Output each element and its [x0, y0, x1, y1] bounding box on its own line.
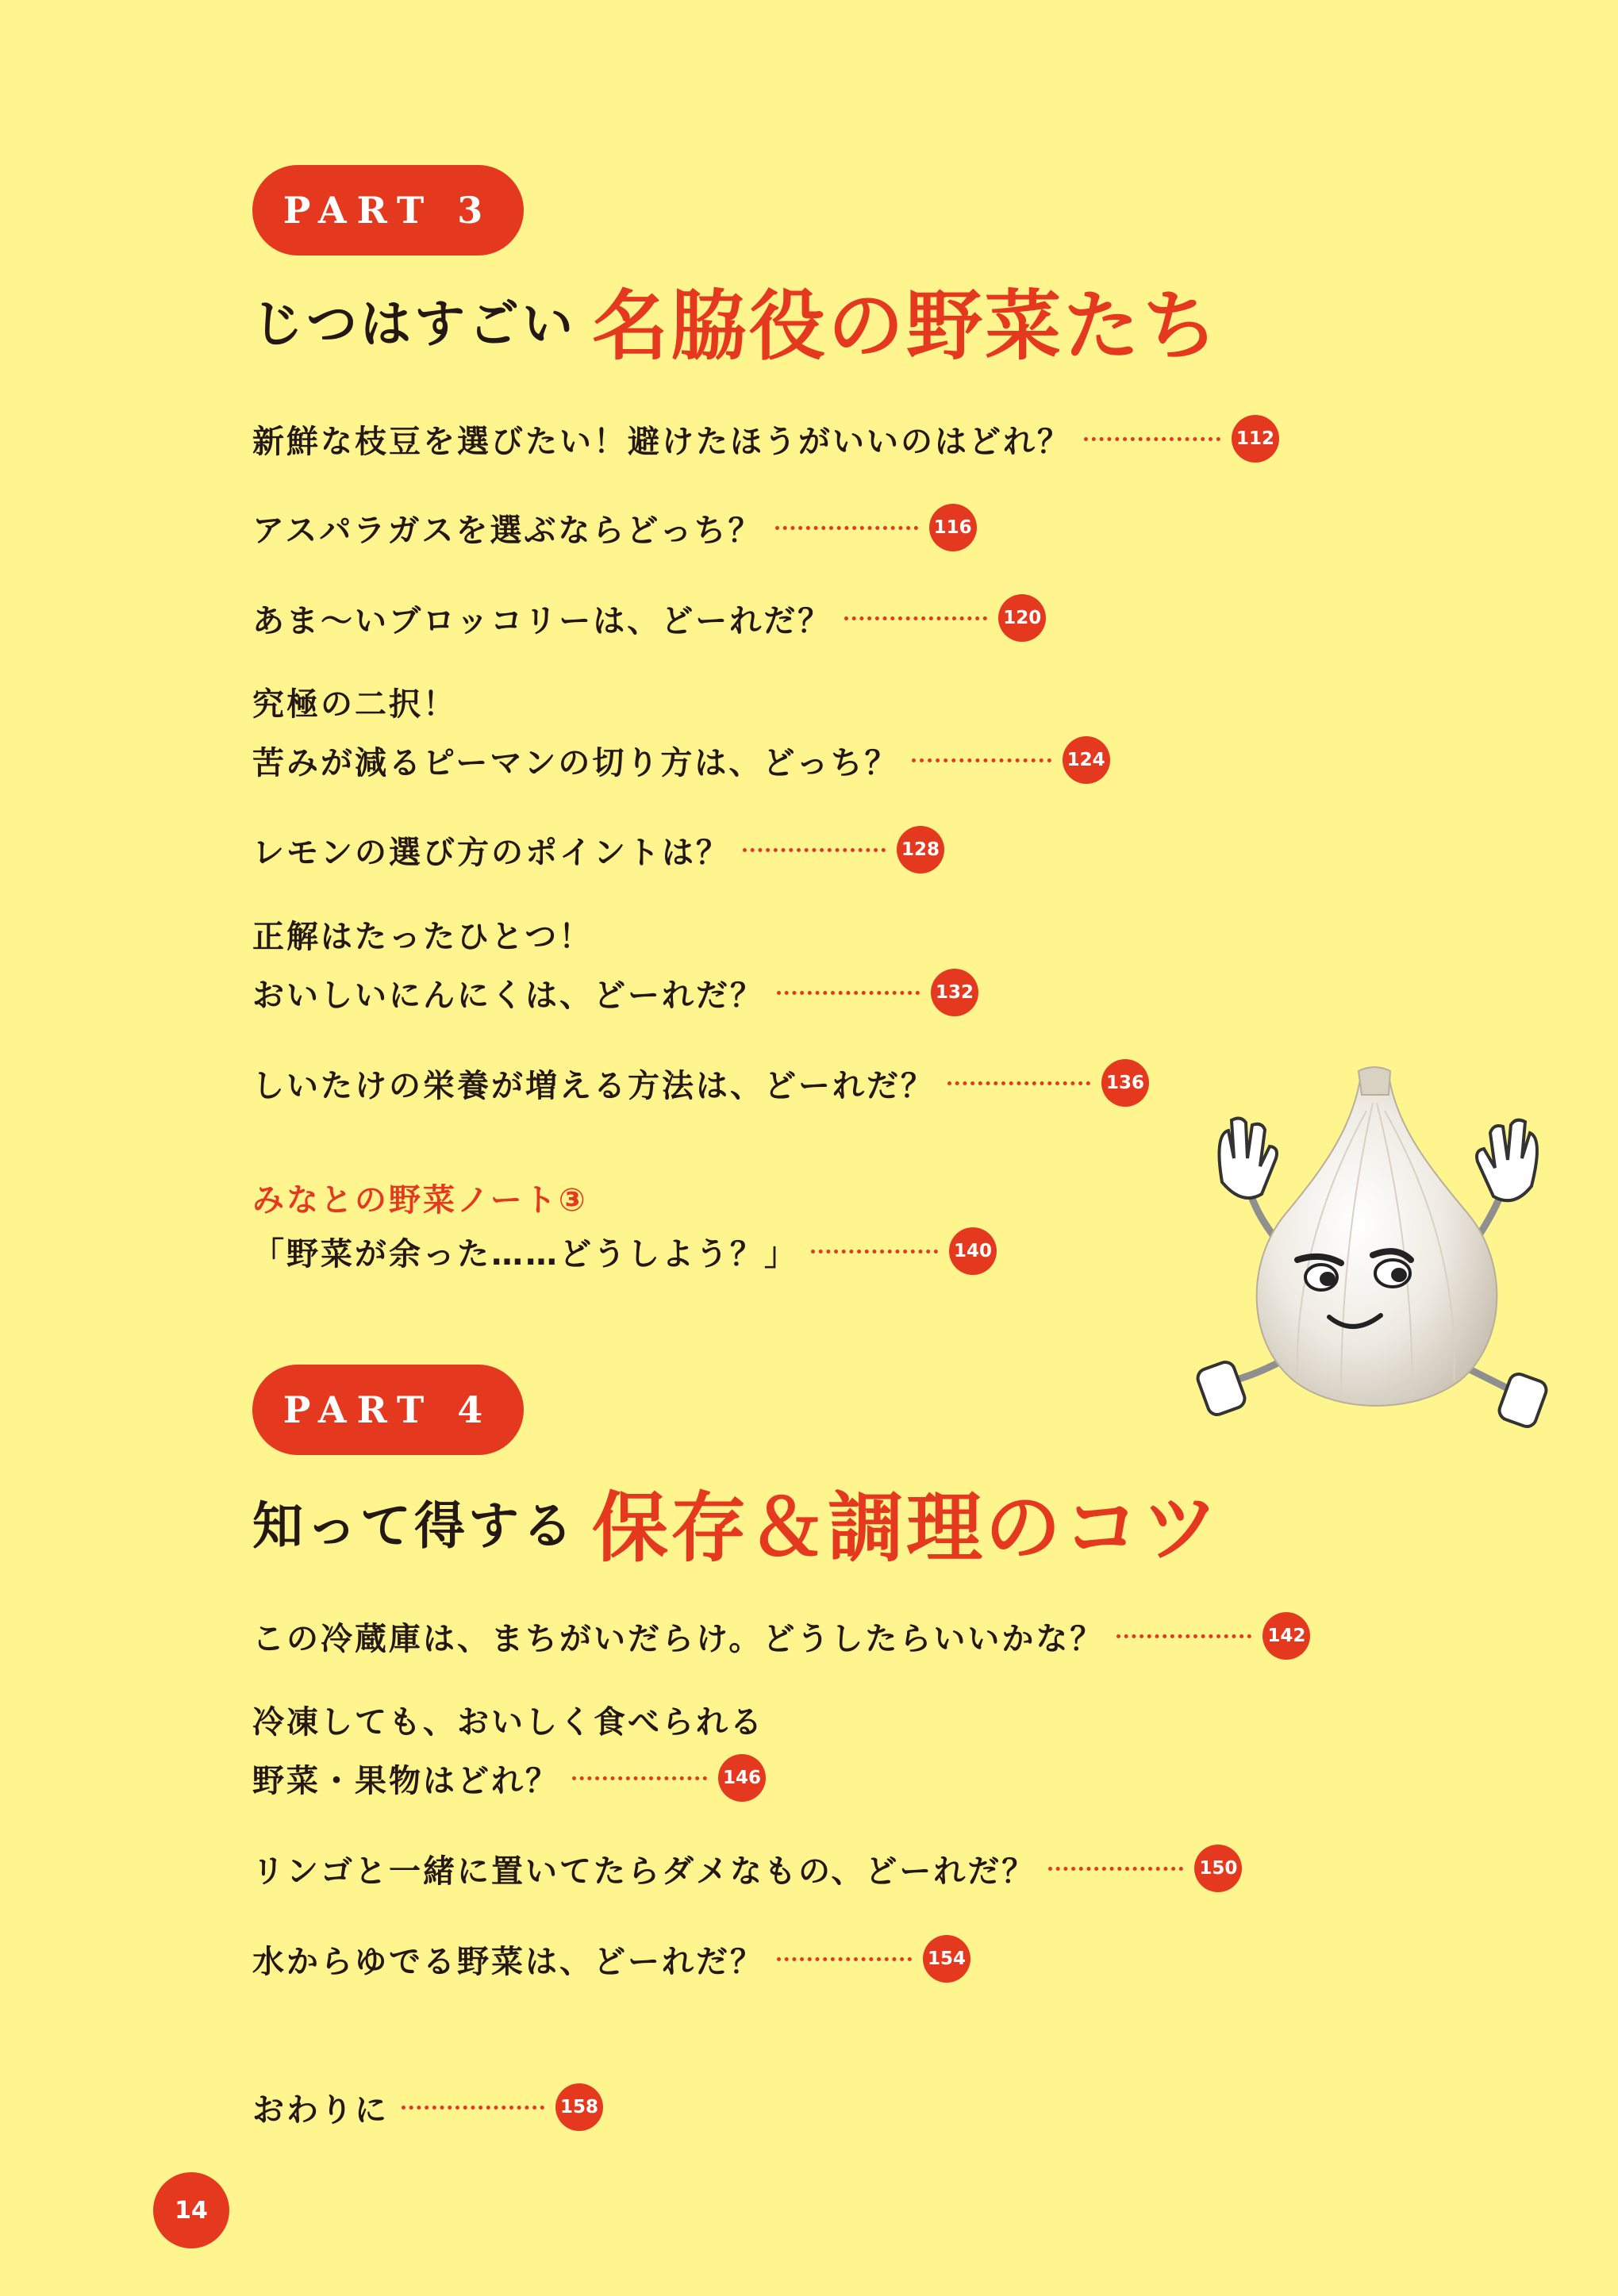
toc-entry-text: リンゴと一緒に置いてたらダメなもの、どーれだ？: [252, 1853, 1036, 1890]
part3-title-main: 名脇役の野菜たち: [592, 282, 1220, 371]
page-badge: 124: [1063, 736, 1110, 784]
dot-leader: [775, 526, 918, 530]
page-badge: 142: [1263, 1612, 1310, 1660]
part4-title: [252, 1468, 1220, 1576]
toc-entry[interactable]: [252, 1934, 970, 1983]
page-badge: 150: [1194, 1845, 1242, 1892]
garlic-left-hand: [1219, 1119, 1277, 1198]
toc-entry[interactable]: [252, 825, 944, 874]
toc-entry-lead: 冷凍しても、おいしく食べられる: [252, 1704, 764, 1741]
toc-entry-text: レモンの選び方のポイントは？: [252, 834, 730, 871]
dot-leader: [402, 2106, 544, 2110]
toc-entry[interactable]: [252, 1753, 766, 1803]
toc-entry-closing[interactable]: [252, 2083, 603, 2132]
dot-leader: [947, 1081, 1090, 1085]
page-badge: 154: [923, 1935, 970, 1983]
dot-leader: [912, 758, 1051, 762]
page-badge: 136: [1101, 1059, 1149, 1107]
part4-title-main: 保存＆調理のコツ: [592, 1484, 1220, 1572]
toc-entry-text: アスパラガスを選ぶならどっち？: [252, 512, 763, 549]
page-badge: 140: [949, 1227, 997, 1275]
toc-entry-text: 新鮮な枝豆を選びたい！避けたほうがいいのはどれ？: [252, 423, 1071, 460]
page-badge: 158: [555, 2083, 603, 2131]
dot-leader: [844, 616, 987, 620]
page-badge: 120: [998, 594, 1046, 642]
toc-entry-text: 野菜・果物はどれ？: [252, 1762, 559, 1799]
toc-entry-text: 苦みが減るピーマンの切り方は、どっち？: [252, 744, 899, 781]
dot-leader: [572, 1776, 707, 1780]
toc-entry[interactable]: [252, 593, 1046, 643]
page-badge: 146: [718, 1754, 766, 1802]
toc-entry[interactable]: [252, 1058, 1149, 1108]
toc-entry-text: 「野菜が余った……どうしよう？」: [252, 1235, 798, 1273]
toc-entry-text: しいたけの栄養が増える方法は、どーれだ？: [252, 1067, 935, 1104]
part4-badge: PART 4: [252, 1365, 524, 1455]
dot-leader: [777, 1957, 912, 1961]
part3-badge: PART 3: [252, 165, 524, 255]
toc-entry-text: おわりに: [252, 2091, 389, 2129]
part3-title-lead: じつはすごい: [252, 295, 576, 355]
toc-entry-text: あま～いブロッコリーは、どーれだ？: [252, 602, 832, 639]
note-title: みなとの野菜ノート③: [252, 1182, 588, 1219]
page-number: 14: [153, 2172, 229, 2248]
toc-entry[interactable]: [252, 1227, 997, 1276]
toc-entry[interactable]: [252, 1611, 1310, 1661]
toc-entry-text: おいしいにんにくは、どーれだ？: [252, 977, 764, 1014]
garlic-mascot-image: [1159, 1047, 1571, 1460]
part3-title: [252, 266, 1220, 374]
toc-entry[interactable]: [252, 414, 1279, 463]
toc-entry-lead: 正解はたったひとつ！: [252, 919, 594, 955]
part4-title-lead: 知って得する: [252, 1497, 576, 1557]
dot-leader: [1048, 1867, 1183, 1871]
page-badge: 116: [929, 504, 977, 551]
toc-entry[interactable]: [252, 968, 978, 1017]
garlic-right-hand: [1477, 1120, 1537, 1200]
dot-leader: [1116, 1634, 1251, 1638]
toc-entry[interactable]: [252, 503, 977, 552]
toc-entry[interactable]: [252, 1844, 1242, 1893]
toc-entry-text: 水からゆでる野菜は、どーれだ？: [252, 1943, 764, 1980]
dot-leader: [743, 848, 886, 852]
toc-entry-text: この冷蔵庫は、まちがいだらけ。どうしたらいいかな？: [252, 1620, 1105, 1657]
toc-entry-lead: 究極の二択！: [252, 686, 457, 723]
dot-leader: [811, 1250, 938, 1254]
page-badge: 128: [897, 826, 944, 873]
page-badge: 112: [1232, 415, 1279, 463]
page-badge: 132: [931, 969, 978, 1016]
dot-leader: [1084, 437, 1220, 441]
toc-entry[interactable]: [252, 735, 1110, 785]
dot-leader: [777, 991, 920, 995]
